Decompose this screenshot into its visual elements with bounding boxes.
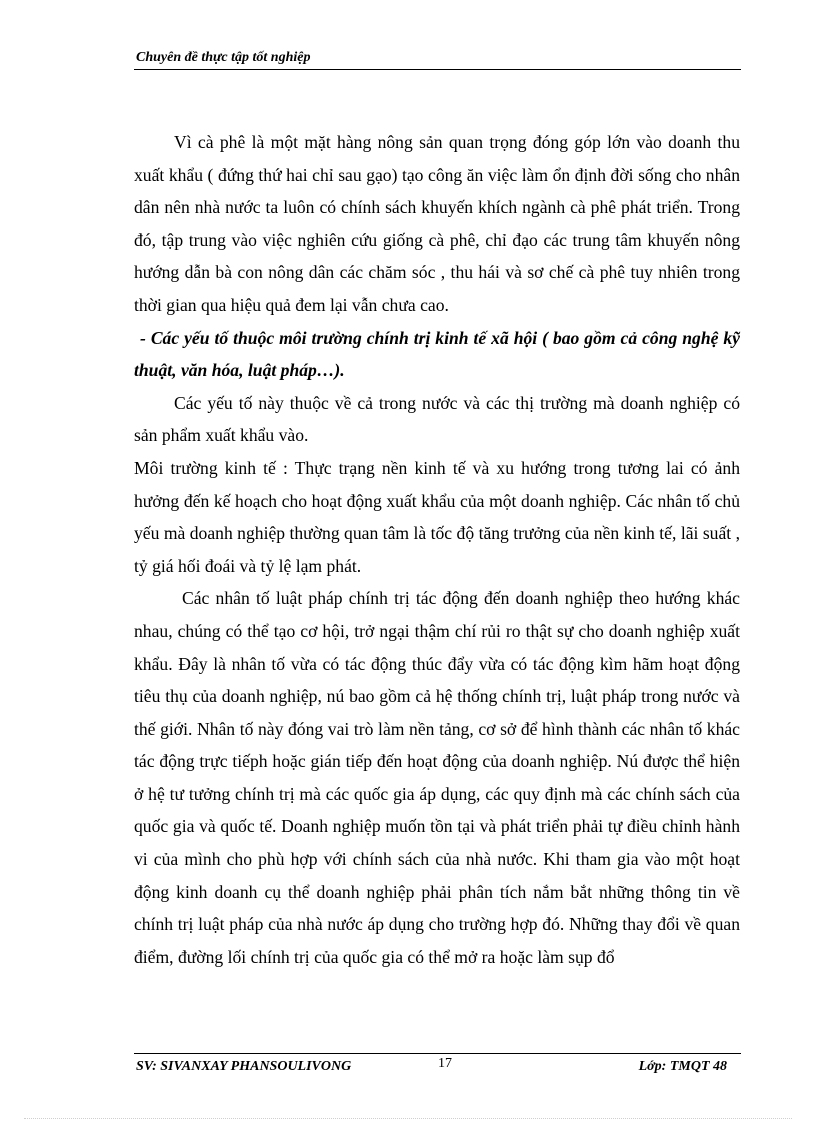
section-heading-environment: - Các yếu tố thuộc môi trường chính trị kinh tế xã hội ( bao gồm cả công nghệ kỹ thuật, văn hóa, luật pháp…). [134, 327, 740, 381]
paragraph-factors: Các yếu tố này thuộc về cả trong nước và các thị trường mà doanh nghiệp có sản phẩm xuất khẩu vào. [134, 392, 740, 446]
paragraph-legal-political: Các nhân tố luật pháp chính trị tác động đến doanh nghiệp theo hướng khác nhau, chúng có thể tạo cơ hội, trở ngại thậm chí rủi ro thật sự cho doanh nghiệp xuất khẩu. Đây là nhân tố vừa có tác động thúc đẩy vừa có tác động kìm hãm hoạt động tiêu thụ của doanh nghiệp, nú bao gồm cả hệ thống chính trị, luật pháp trong nước và thế giới. Nhân tố này đóng vai trò làm nền tảng, cơ sở để hình thành các nhân tố khác tác động trực tiếph hoặc gián tiếp đến hoạt động của doanh nghiệp. Nú được thể hiện ở hệ tư tưởng chính trị mà các quốc gia áp dụng, các quy định mà các chính sách của quốc gia và quốc tế. Doanh nghiệp muốn tồn tại và phát triển phải tự điều chỉnh hành vi của mình cho phù hợp với chính sách của nhà nước. Khi tham gia vào một hoạt động kinh doanh cụ thể doanh nghiệp phải phân tích nắm bắt những thông tin về chính trị luật pháp của nhà nước áp dụng cho trường hợp đó. Những thay đổi về quan điểm, đường lối chính trị của quốc gia có thể mở ra hoặc làm sụp đổ [134, 588, 740, 967]
paragraph-economic-environment: Môi trường kinh tế : Thực trạng nền kinh tế và xu hướng trong tương lai có ảnh hưởng đến kế hoạch cho hoạt động xuất khẩu của một doanh nghiệp. Các nhân tố chủ yếu mà doanh nghiệp thường quan tâm là tốc độ tăng trưởng của nền kinh tế, lãi suất , tỷ giá hối đoái và tỷ lệ lạm phát. [134, 457, 740, 576]
footer-class-label: Lớp: TMQT 48 [638, 1059, 727, 1074]
document-body [134, 126, 740, 973]
paragraph-coffee-export: Vì cà phê là một mặt hàng nông sản quan trọng đóng góp lớn vào doanh thu xuất khẩu ( đứng thứ hai chỉ sau gạo) tạo công ăn việc làm ổn định đời sống cho nhân dân nên nhà nước ta luôn có chính sách khuyến khích ngành cà phê phát triển. Trong đó, tập trung vào việc nghiên cứu giống cà phê, chỉ đạo các trung tâm khuyến nông hướng dẫn bà con nông dân các chăm sóc , thu hái và sơ chế cà phê tuy nhiên trong thời gian qua hiệu quả đem lại vẫn chưa cao. [134, 132, 740, 315]
footer-student-name: SV: SIVANXAY PHANSOULIVONG [136, 1059, 352, 1074]
page-number: 17 [438, 1056, 452, 1071]
page-footer [134, 1053, 741, 1078]
header-title: Chuyên đề thực tập tốt nghiệp [136, 50, 311, 65]
page-edge-divider [24, 1118, 792, 1119]
page-header [134, 49, 741, 70]
